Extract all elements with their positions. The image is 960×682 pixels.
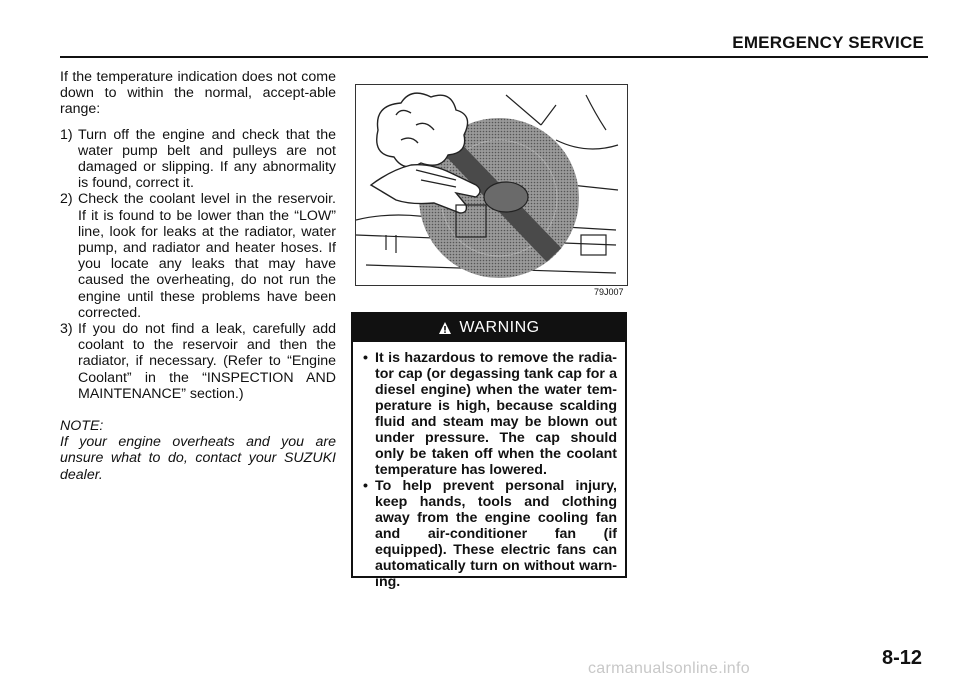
page-number: 8-12 — [881, 647, 922, 669]
note-label: NOTE: — [60, 418, 104, 435]
step-number: 3) — [60, 321, 73, 338]
step-item — [60, 191, 336, 321]
radiator-cap-icon — [484, 182, 528, 212]
step-text: If you do not find a leak, carefully add coolant to the reservoir and then the radiator, if necessary. (Refer to “Engine Coolant” in the “INSPECTION AND MAINTENANCE” section.) — [78, 321, 336, 402]
warning-box — [351, 312, 627, 590]
step-item — [60, 321, 336, 402]
step-number: 2) — [60, 191, 73, 208]
figure-code: 79J007 — [594, 287, 624, 297]
step-text: Turn off the engine and check that the water pump belt and pulleys are not damaged or slipping. If any abnormality is found, correct it. — [78, 126, 336, 192]
steps-list — [60, 127, 336, 402]
page-header — [60, 30, 928, 58]
intro-paragraph: If the temperature indication does not come down to within the normal, accept-able range: — [60, 69, 336, 118]
warning-list — [353, 342, 625, 590]
radiator-illustration — [356, 85, 627, 285]
warning-item: • It is hazardous to remove the radia-tor cap (or degassing tank cap for a diesel engine) when the water tem-perature is high, because scalding fluid and steam may be blown out under pressure. The cap should only be taken off when the coolant temperature has lowered. — [365, 350, 617, 478]
note-block — [60, 418, 336, 483]
warning-header — [353, 314, 625, 342]
section-title: EMERGENCY SERVICE — [732, 33, 924, 52]
warning-title: WARNING — [459, 319, 540, 336]
note-text: If your engine overheats and you are unsure what to do, contact your SUZUKI dealer. — [60, 434, 336, 483]
step-text: Check the coolant level in the reservoir. If it is found to be lower than the “LOW” line, look for leaks at the radiator, water pump, and radiator and heater hoses. If you locate any leaks that may have caused the overheating, do not run the engine until these problems have been corrected. — [78, 191, 336, 321]
warning-item: • To help prevent personal injury, keep hands, tools and clothing away from the engine cooling fan and air-conditioner fan (if equipped). These electric fans can automatically turn on without warn-ing. — [365, 478, 617, 590]
step-item — [60, 127, 336, 192]
warning-triangle-icon — [438, 321, 452, 335]
watermark: carmanualsonline.info — [588, 660, 750, 677]
left-column — [60, 69, 336, 483]
header-rule — [60, 56, 928, 58]
step-number: 1) — [60, 126, 73, 143]
illustration-no-open-radiator-cap — [355, 84, 628, 286]
